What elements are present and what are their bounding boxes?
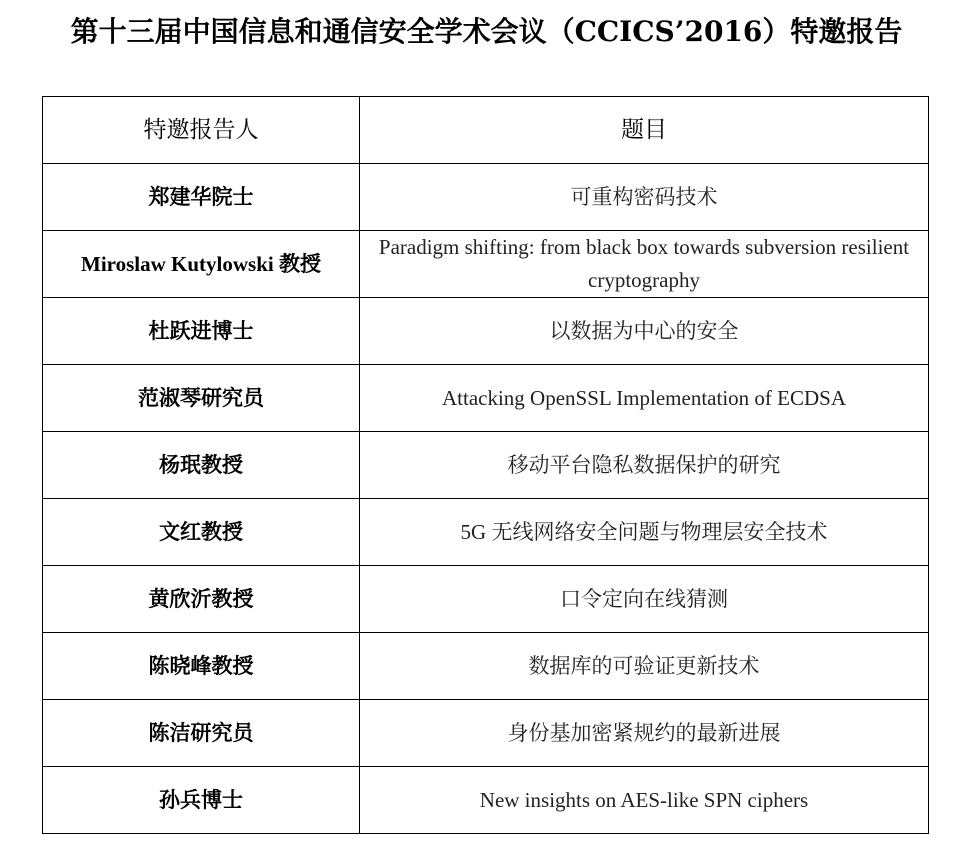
- topic-cell: 5G 无线网络安全问题与物理层安全技术: [360, 499, 929, 566]
- table-header-row: [43, 97, 929, 164]
- document-title: 第十三届中国信息和通信安全学术会议（CCICS’2016）特邀报告: [70, 15, 903, 48]
- speaker-cell: 陈晓峰教授: [43, 633, 360, 700]
- table-row: [43, 767, 929, 834]
- speaker-cell: 杜跃进博士: [43, 298, 360, 365]
- table-row: [43, 231, 929, 298]
- speaker-cell: 陈洁研究员: [43, 700, 360, 767]
- topic-cell: 身份基加密紧规约的最新进展: [360, 700, 929, 767]
- speaker-cell: 文红教授: [43, 499, 360, 566]
- topic-cell: 口令定向在线猜测: [360, 566, 929, 633]
- table-row: [43, 164, 929, 231]
- header-speaker: 特邀报告人: [43, 97, 360, 164]
- speaker-cell: Miroslaw Kutylowski 教授: [43, 231, 360, 298]
- invited-talks-table: [42, 96, 929, 834]
- speaker-cell: 杨珉教授: [43, 432, 360, 499]
- table-row: [43, 499, 929, 566]
- speaker-cell: 孙兵博士: [43, 767, 360, 834]
- table-row: [43, 633, 929, 700]
- topic-cell: 数据库的可验证更新技术: [360, 633, 929, 700]
- table-row: [43, 700, 929, 767]
- table-row: [43, 566, 929, 633]
- topic-cell: 以数据为中心的安全: [360, 298, 929, 365]
- topic-cell: New insights on AES-like SPN ciphers: [360, 767, 929, 834]
- topic-cell: 移动平台隐私数据保护的研究: [360, 432, 929, 499]
- header-topic: 题目: [360, 97, 929, 164]
- topic-cell: 可重构密码技术: [360, 164, 929, 231]
- speaker-cell: 黄欣沂教授: [43, 566, 360, 633]
- topic-cell: Attacking OpenSSL Implementation of ECDSA: [360, 365, 929, 432]
- speaker-cell: 郑建华院士: [43, 164, 360, 231]
- speaker-cell: 范淑琴研究员: [43, 365, 360, 432]
- table-row: [43, 432, 929, 499]
- topic-cell: Paradigm shifting: from black box towards subversion resilient cryptography: [360, 231, 929, 298]
- table-row: [43, 365, 929, 432]
- table-row: [43, 298, 929, 365]
